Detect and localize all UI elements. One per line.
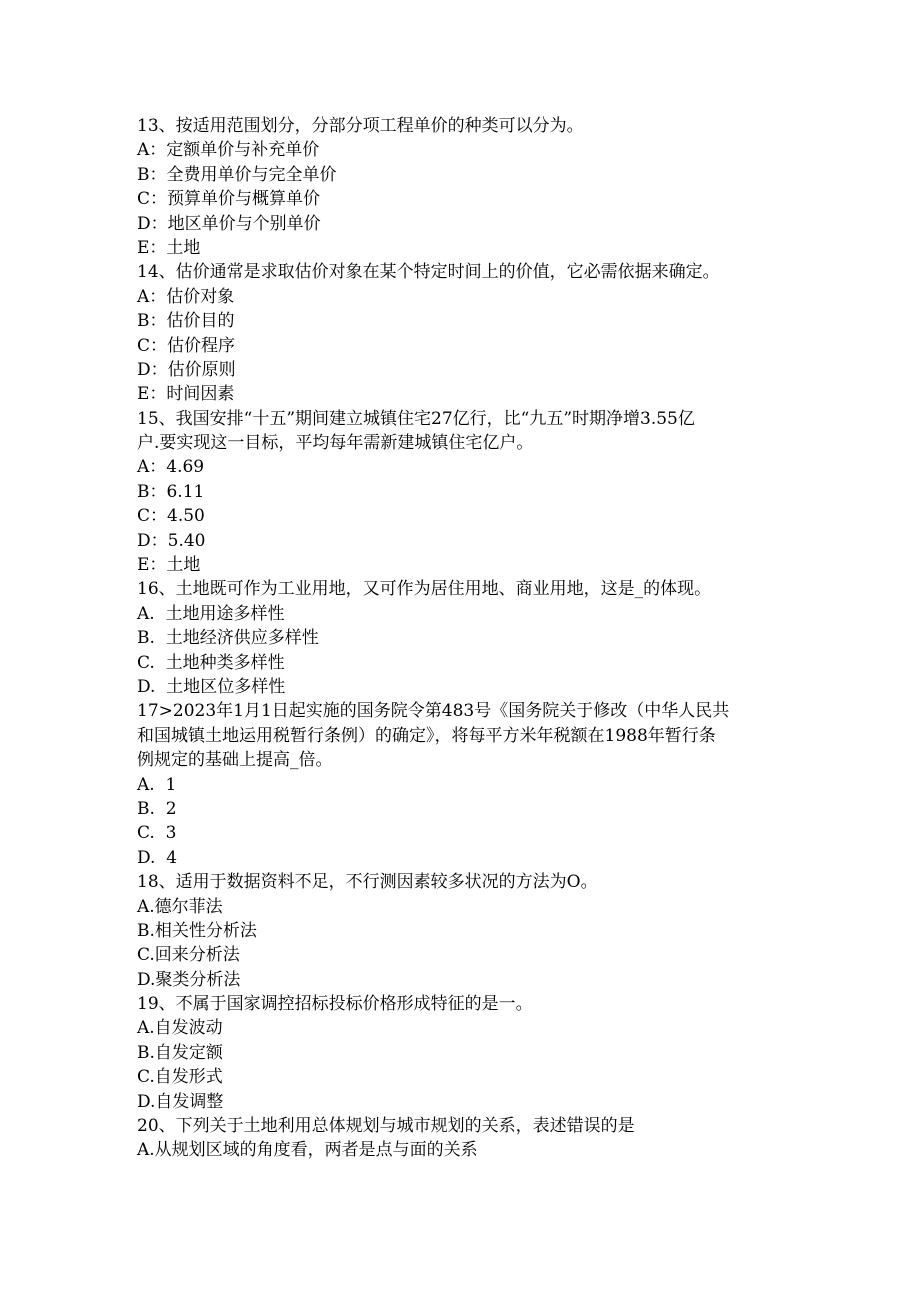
option-b: B. 土地经济供应多样性 [137,628,319,649]
option-c: C：预算单价与概算单价 [137,189,321,210]
question-stem-line-2: 和国城镇土地运用税暂行条例）的确定》，将每平方米年税额在1988年暂行条 [137,725,716,746]
option-c: C：估价程序 [137,335,236,356]
question-stem-line-2: 户.要实现这一目标，平均每年需新建城镇住宅亿户。 [137,433,534,454]
option-c: C. 3 [137,823,177,844]
option-b: B.相关性分析法 [137,920,257,941]
question-stem-line-1: 17>2023年1月1日起实施的国务院令第483号《国务院关于修改（中华人民共 [137,701,730,722]
option-b: B：全费用单价与完全单价 [137,164,337,185]
question-17 [137,699,807,870]
option-e: E：土地 [137,237,201,258]
option-a: A.德尔菲法 [137,896,223,917]
option-a: A.自发波动 [137,1018,223,1039]
question-13 [137,114,807,260]
option-b: B.自发定额 [137,1042,223,1063]
question-stem: 16、土地既可作为工业用地，又可作为居住用地、商业用地，这是_的体现。 [137,579,712,600]
question-15 [137,407,807,578]
option-b: B：估价目的 [137,311,235,332]
question-stem: 13、按适用范围划分，分部分项工程单价的种类可以分为。 [137,116,584,136]
question-20 [137,1114,807,1163]
question-stem: 19、不属于国家调控招标投标价格形成特征的是一。 [137,994,533,1015]
option-d: D：地区单价与个别单价 [137,213,321,234]
question-18 [137,870,807,992]
option-d: D.聚类分析法 [137,969,241,990]
option-e: E：土地 [137,555,201,576]
option-c: C. 土地种类多样性 [137,652,285,673]
question-16 [137,577,807,699]
option-d: D.自发调整 [137,1091,224,1112]
option-a: A. 1 [137,774,177,795]
question-stem: 18、适用于数据资料不足，不行测因素较多状况的方法为O。 [137,872,598,893]
document-body [137,114,807,1163]
question-stem-line-1: 15、我国安排“十五”期间建立城镇住宅27亿行，比“九五”时期净增3.55亿 [137,408,695,429]
option-b: B. 2 [137,798,177,819]
option-a: A. 土地用途多样性 [137,603,285,624]
question-19 [137,992,807,1114]
option-e: E：时间因素 [137,384,235,405]
option-b: B：6.11 [137,481,205,502]
option-a: A：4.69 [137,457,205,478]
option-c: C：4.50 [137,506,205,527]
option-d: D：估价原则 [137,359,236,380]
option-d: D：5.40 [137,530,206,551]
question-stem-line-3: 例规定的基础上提高_倍。 [137,750,333,771]
option-d: D. 土地区位多样性 [137,676,286,697]
option-a: A：定额单价与补充单价 [137,140,320,161]
question-stem: 20、下列关于土地利用总体规划与城市规划的关系，表述错误的是 [137,1116,635,1137]
option-c: C.自发形式 [137,1067,223,1088]
option-d: D. 4 [137,847,178,868]
question-14 [137,260,807,406]
option-a: A：估价对象 [137,286,235,307]
option-a: A.从规划区域的角度看，两者是点与面的关系 [137,1140,478,1161]
question-stem: 14、估价通常是求取估价对象在某个特定时间上的价值，它必需依据来确定。 [137,262,720,283]
option-c: C.回来分析法 [137,945,240,966]
